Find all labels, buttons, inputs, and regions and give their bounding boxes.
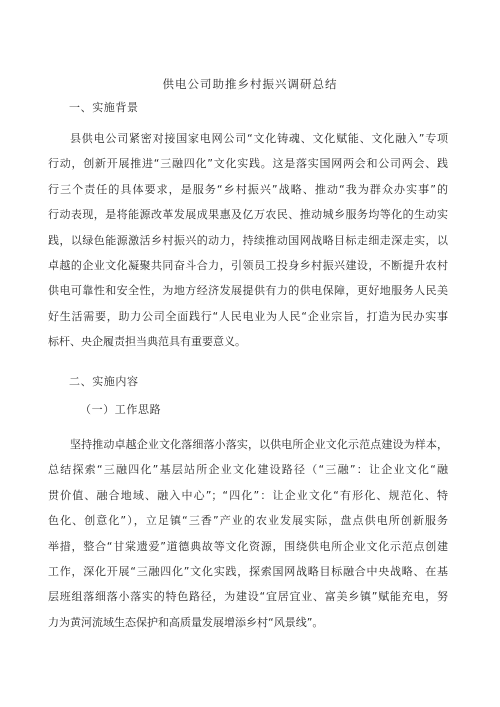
paragraph-line: 行动，创新开展推进“三融四化”文化实践。这是落实国网两会和公司两会、践 (48, 157, 448, 171)
paragraph-line: 标杆、央企履责担当典范具有重要意义。 (48, 335, 246, 349)
paragraph-approach (48, 432, 448, 635)
paragraph-line: 好生活需要，助力公司全面践行“人民电业为人民“企业宗旨，打造为民办实事 (48, 309, 448, 323)
paragraph-line: 践，以绿色能源激活乡村振兴的动力，持续推动国网战略目标走细走深走实，以 (48, 233, 448, 247)
paragraph-line: 行三个责任的具体要求，是服务“乡村振兴”战略、推动“我为群众办实事”的 (48, 182, 448, 196)
paragraph-line: 力为黄河流域生态保护和高质量发展增添乡村“风景线”。 (48, 615, 324, 629)
paragraph-line: 色化、创意化”），立足镇“三香”产业的农业发展实际，盘点供电所创新服务 (48, 514, 448, 528)
paragraph-line: 供电可靠性和安全性，为地方经济发展提供有力的供电保障，更好地服务人民美 (48, 284, 448, 298)
subsection-heading-approach: （一）工作思路 (80, 403, 162, 416)
section-heading-background: 一、实施背景 (69, 101, 139, 114)
paragraph-line: 坚持推动卓越企业文化落细落小落实，以供电所企业文化示范点建设为样本， (70, 438, 448, 451)
paragraph-line: 行动表现，是将能源改革发展成果惠及亿万农民、推动城乡服务均等化的生动实 (48, 208, 448, 222)
paragraph-line: 举措，整合“甘棠遗爱”道德典故等文化资源，围绕供电所企业文化示范点创建 (48, 539, 448, 553)
paragraph-line: 总结探索“三融四化”基层站所企业文化建设路径（“三融”：让企业文化“融 (48, 463, 448, 477)
paragraph-line: 工作，深化开展“三融四化”文化实践，探索国网战略目标融合中央战略、在基 (48, 564, 448, 578)
paragraph-background (48, 126, 448, 355)
document-title: 供电公司助推乡村振兴调研总结 (162, 77, 338, 91)
section-heading-content: 二、实施内容 (69, 375, 139, 388)
paragraph-line: 层班组落细落小落实的特色路径，为建设“宜居宜业、富美乡镇”赋能充电，努 (48, 590, 448, 604)
paragraph-line: 贯价值、融合地域、融入中心”；“四化”：让企业文化“有形化、规范化、特 (48, 488, 448, 502)
paragraph-line: 县供电公司紧密对接国家电网公司“文化铸魂、文化赋能、文化融入”专项 (70, 132, 448, 145)
paragraph-line: 卓越的企业文化凝聚共同奋斗合力，引领员工投身乡村振兴建设，不断提升农村 (48, 258, 448, 272)
